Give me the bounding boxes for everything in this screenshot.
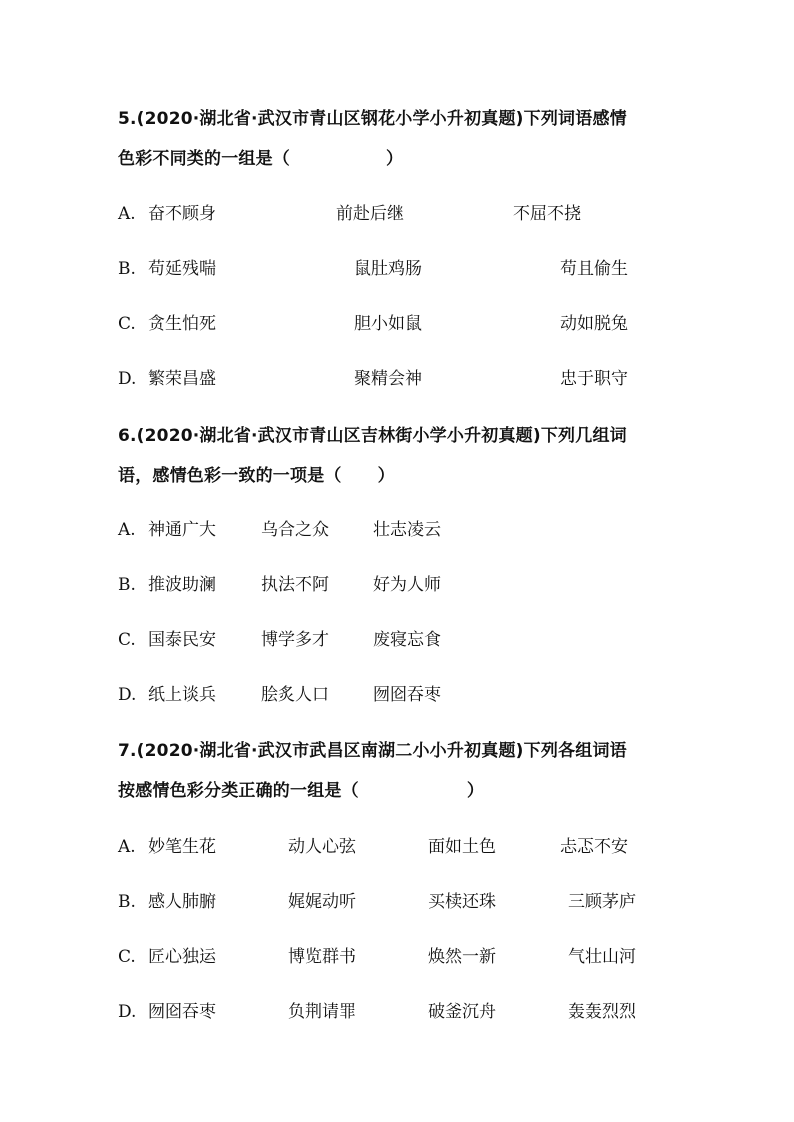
question-5-stem-prefix: 色彩不同类的一组是（ — [118, 149, 290, 169]
option-word: 脍炙人口 — [261, 685, 329, 705]
option-word: 执法不阿 — [261, 575, 329, 595]
option-label: B. — [118, 892, 136, 912]
question-6-stem-line2 — [118, 465, 395, 487]
option-label: C. — [118, 630, 136, 650]
option-word: 苟且偷生 — [560, 259, 628, 279]
option-word: 废寝忘食 — [373, 630, 441, 650]
option-word: 匠心独运 — [148, 947, 216, 967]
question-7-stem-prefix: 按感情色彩分类正确的一组是（ — [118, 781, 359, 801]
option-word: 不屈不挠 — [513, 204, 581, 224]
option-label: D. — [118, 1002, 137, 1022]
option-word: 忠于职守 — [560, 369, 628, 389]
option-word: 轰轰烈烈 — [568, 1002, 636, 1022]
option-word: 博览群书 — [288, 947, 356, 967]
option-label: D. — [118, 369, 137, 389]
option-label: A. — [118, 204, 136, 224]
option-word: 三顾茅庐 — [568, 892, 636, 912]
option-word: 壮志凌云 — [373, 520, 441, 540]
option-word: 娓娓动听 — [288, 892, 356, 912]
question-6-stem-line1: 6.(2020·湖北省·武汉市青山区吉林街小学小升初真题)下列几组词 — [118, 426, 627, 446]
option-label: B. — [118, 259, 136, 279]
question-7-stem-line2 — [118, 780, 484, 802]
option-label: A. — [118, 520, 136, 540]
option-word: 繁荣昌盛 — [148, 369, 216, 389]
option-word: 忐忑不安 — [560, 837, 628, 857]
option-word: 囫囵吞枣 — [373, 685, 441, 705]
option-word: 气壮山河 — [568, 947, 636, 967]
question-6-stem-prefix: 语，感情色彩一致的一项是（ — [118, 466, 342, 486]
option-word: 国泰民安 — [148, 630, 216, 650]
option-word: 纸上谈兵 — [148, 685, 216, 705]
option-word: 胆小如鼠 — [354, 314, 422, 334]
option-word: 贪生怕死 — [148, 314, 216, 334]
option-word: 鼠肚鸡肠 — [354, 259, 422, 279]
option-word: 前赴后继 — [336, 204, 404, 224]
option-word: 推波助澜 — [148, 575, 216, 595]
option-word: 焕然一新 — [428, 947, 496, 967]
option-word: 破釜沉舟 — [428, 1002, 496, 1022]
option-word: 苟延残喘 — [148, 259, 216, 279]
option-word: 负荆请罪 — [288, 1002, 356, 1022]
option-word: 博学多才 — [261, 630, 329, 650]
option-word: 动人心弦 — [288, 837, 356, 857]
option-word: 妙笔生花 — [148, 837, 216, 857]
question-5-stem-line2 — [118, 148, 403, 170]
option-label: C. — [118, 314, 136, 334]
question-6-stem-suffix: ） — [377, 466, 395, 486]
option-word: 乌合之众 — [261, 520, 329, 540]
question-5-stem-suffix: ） — [386, 149, 404, 169]
question-7-stem-suffix: ） — [466, 781, 485, 801]
option-label: B. — [118, 575, 136, 595]
question-5-stem-line1: 5.(2020·湖北省·武汉市青山区钢花小学小升初真题)下列词语感情 — [118, 109, 627, 129]
option-word: 好为人师 — [373, 575, 441, 595]
option-word: 神通广大 — [148, 520, 216, 540]
option-word: 囫囵吞枣 — [148, 1002, 216, 1022]
option-label: D. — [118, 685, 137, 705]
option-word: 动如脱兔 — [560, 314, 628, 334]
option-label: A. — [118, 837, 136, 857]
option-word: 奋不顾身 — [148, 204, 216, 224]
option-word: 面如土色 — [428, 837, 496, 857]
option-word: 买椟还珠 — [428, 892, 496, 912]
question-7-stem-line1: 7.(2020·湖北省·武汉市武昌区南湖二小小升初真题)下列各组词语 — [118, 741, 627, 761]
option-label: C. — [118, 947, 136, 967]
option-word: 聚精会神 — [354, 369, 422, 389]
option-word: 感人肺腑 — [148, 892, 216, 912]
